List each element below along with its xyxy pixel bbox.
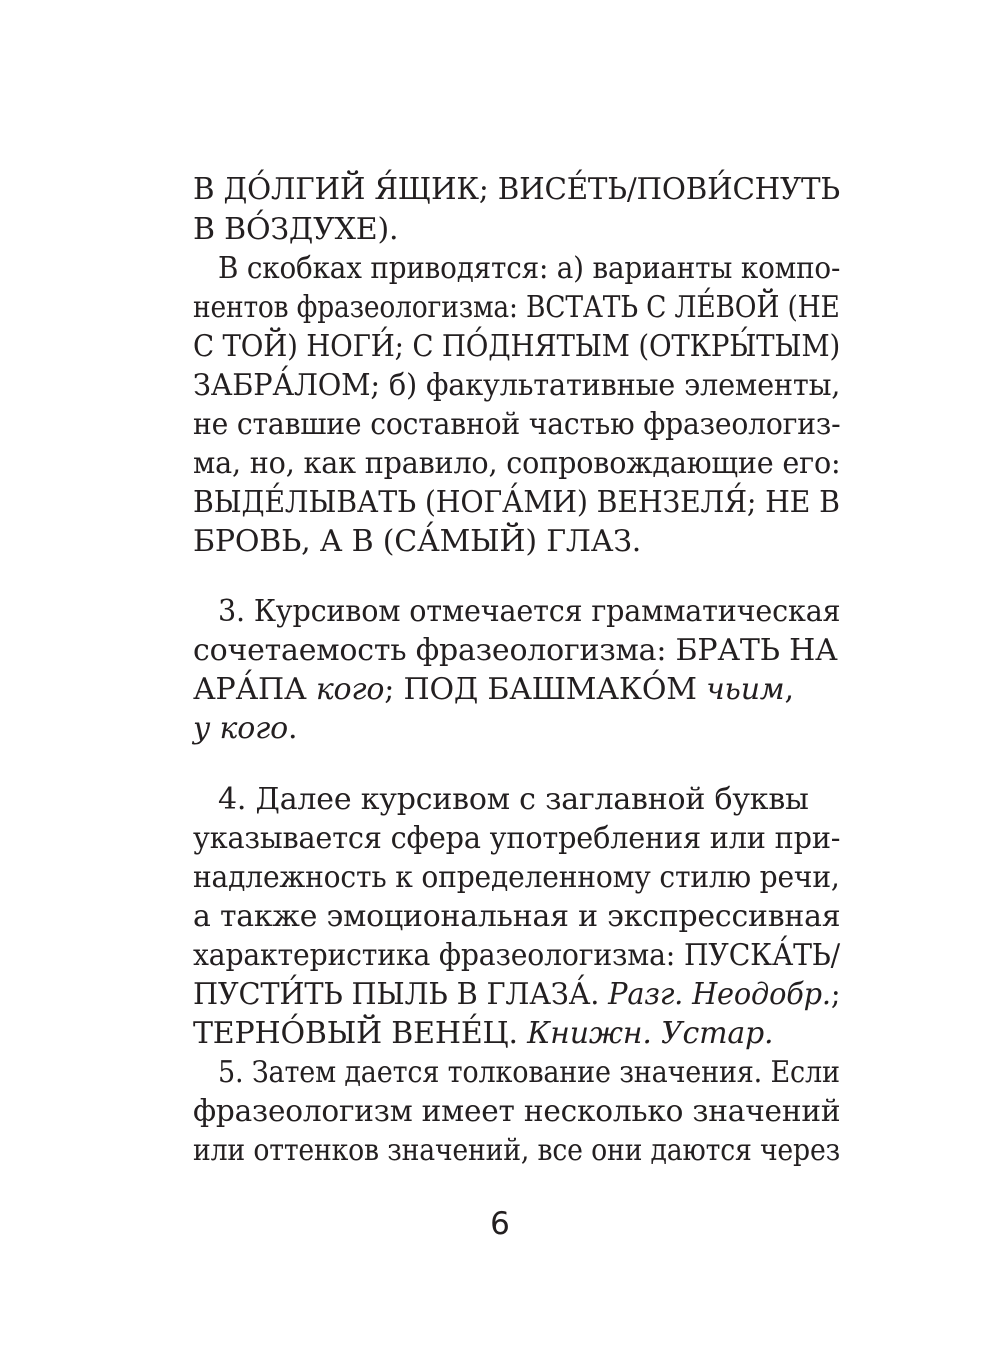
text-line: БРОВЬ, А В (СА́МЫЙ) ГЛАЗ. [193, 524, 642, 559]
text-line: С ТОЙ) НОГИ́; С ПО́ДНЯТЫМ (ОТКРЫ́ТЫМ) [193, 329, 841, 364]
section-3-line: сочетаемость фразеологизма: БРАТЬ НА [193, 633, 838, 668]
text-span: ТЕРНО́ВЫЙ ВЕНЕ́Ц. [193, 1016, 528, 1051]
section-4-line: характеристика фразеологизма: ПУСКА́ТЬ/ [193, 938, 841, 973]
text-span: ; ПОД БАШМАКО́М [384, 672, 707, 707]
text-span: , [784, 672, 794, 707]
section-5-line: 5. Затем дается толкование значения. Если [218, 1055, 840, 1090]
section-4-line: а также эмоциональная и экспрессивная [193, 899, 841, 934]
text-line: ма, но, как правило, сопровождающие его: [193, 446, 841, 481]
page-number: 6 [490, 1206, 510, 1242]
section-5-line: фразеологизм имеет несколько значений [193, 1094, 841, 1129]
text-span: ; [830, 977, 841, 1012]
section-3-line: 3. Курсивом отмечается грамматическая [218, 594, 841, 629]
text-span: АРА́ПА [193, 672, 316, 707]
section-4-line: 4. Далее курсивом с заглавной буквы [218, 782, 809, 817]
section-4-line: надлежность к определенному стилю речи, [193, 860, 840, 895]
italic-note: Книжн. Устар. [527, 1016, 774, 1051]
text-span: . [287, 711, 298, 746]
section-5-line: или оттенков значений, все они даются через [193, 1133, 840, 1168]
section-4-line: указывается сфера употребления или при- [193, 821, 841, 856]
italic-note: Разг. Неодобр. [608, 977, 831, 1012]
text-line: ВЫДЕ́ЛЫВАТЬ (НОГА́МИ) ВЕНЗЕЛЯ́; НЕ В [193, 485, 840, 520]
italic-note: чьим [706, 672, 785, 707]
text-line: В ВО́ЗДУХЕ). [193, 212, 399, 247]
section-3-line [193, 670, 794, 710]
italic-note: у кого [193, 711, 288, 746]
section-3-line [193, 709, 297, 749]
text-span: ПУСТИ́ТЬ ПЫЛЬ В ГЛАЗА́. [193, 977, 609, 1012]
section-4-line [193, 975, 840, 1015]
text-line: не ставшие составной частью фразеологиз- [193, 407, 841, 442]
section-4-line [193, 1014, 773, 1054]
text-line: ЗАБРА́ЛОМ; б) факультативные элементы, [193, 368, 841, 403]
text-line: нентов фразеологизма: ВСТАТЬ С ЛЕ́ВОЙ (НЕ [193, 290, 840, 325]
text-line: В скобках приводятся: а) варианты компо- [218, 251, 841, 286]
italic-note: кого [315, 672, 385, 707]
text-line: В ДО́ЛГИЙ Я́ЩИК; ВИСЕ́ТЬ/ПОВИ́СНУТЬ [193, 172, 840, 207]
